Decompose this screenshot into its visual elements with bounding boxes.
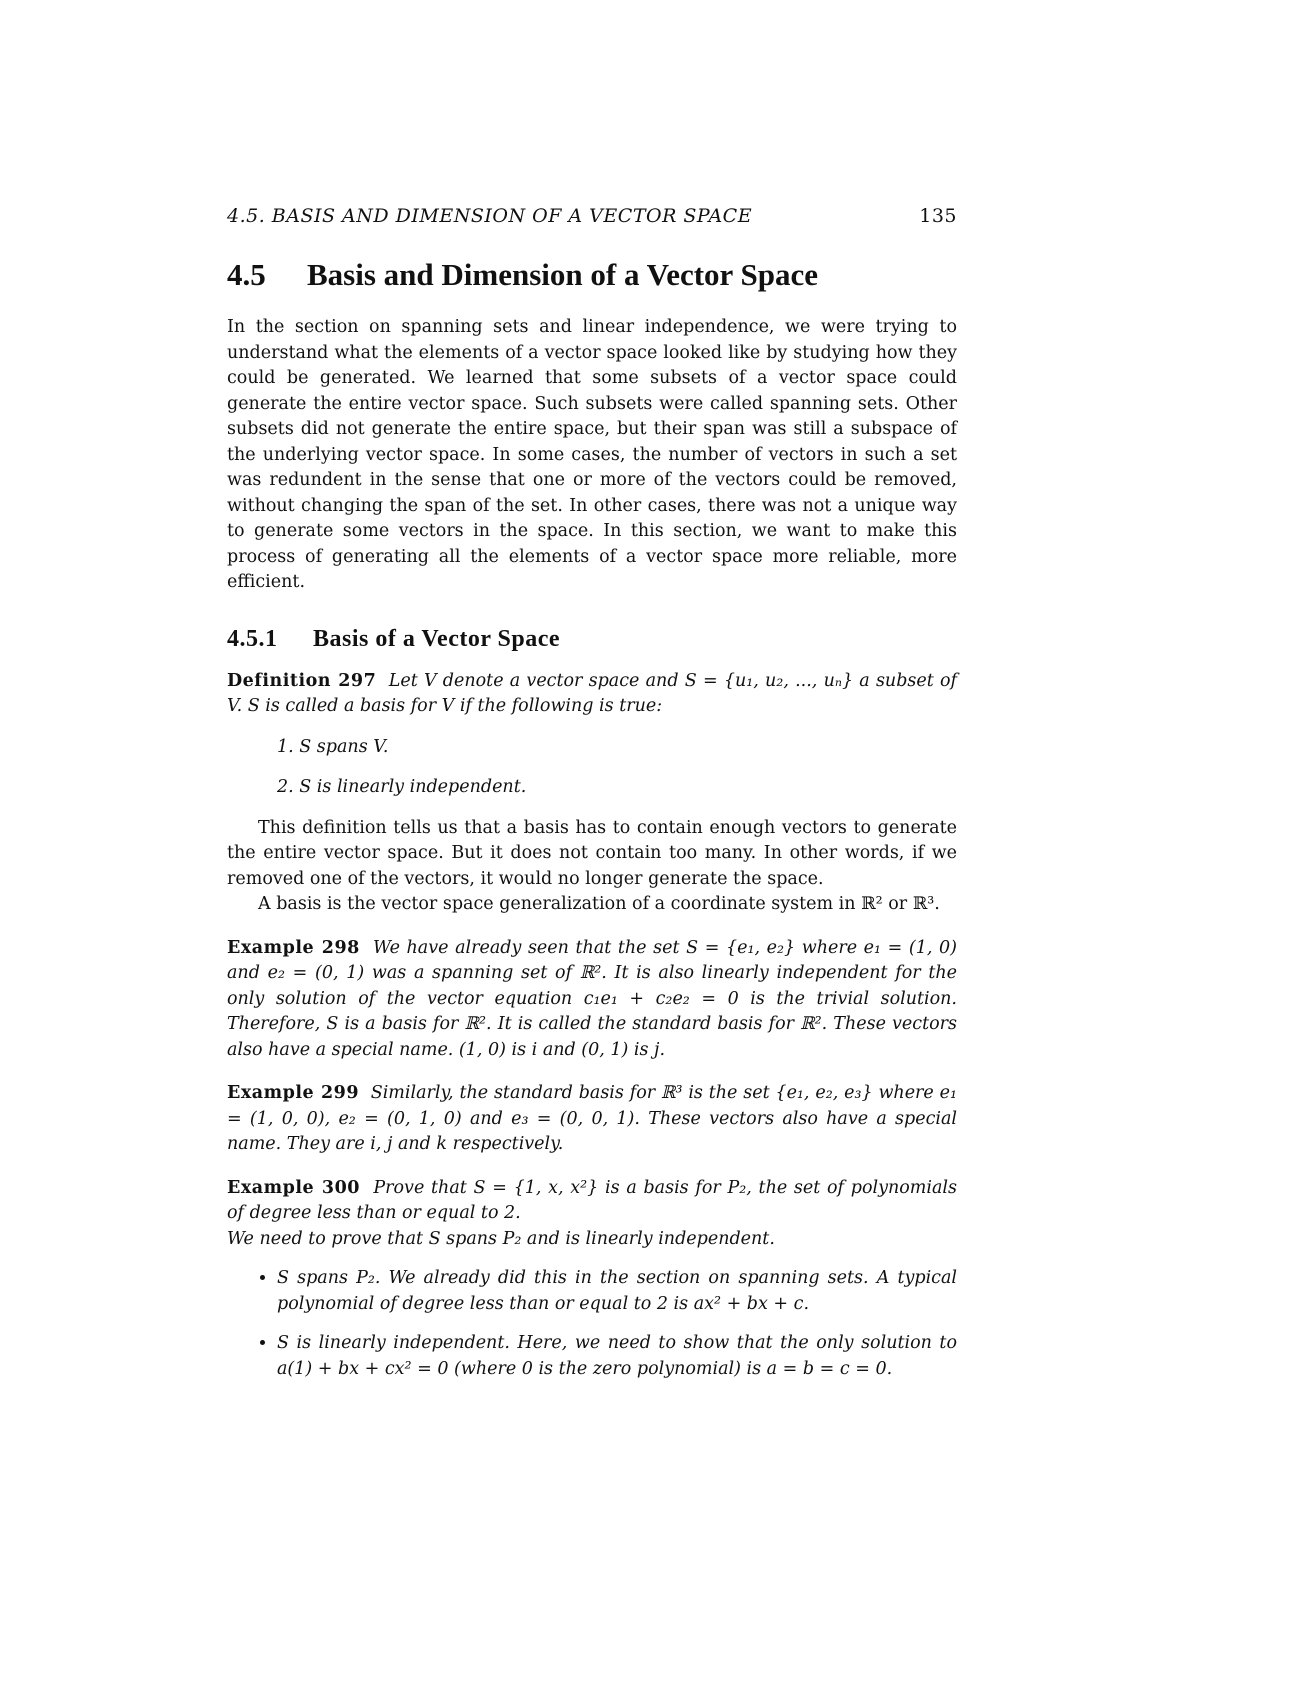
example-298-label: Example 298 — [227, 937, 360, 958]
definition-text: Let V denote a vector space and S = {u₁, u₂, ..., uₙ} a subset of V. S is called a basis for V if the following is true: — [227, 670, 957, 716]
example-298-text: We have already seen that the set S = {e₁, e₂} where e₁ = (1, 0) and e₂ = (0, 1) was a spanning set of ℝ². It is also linearly independent for the only solution of the vector equation c₁e₁ + c₂e₂ = 0 is the trivial solution. Therefore, S is a basis for ℝ². It is called the standard basis for ℝ². These vectors also have a special name. (1, 0) is i and (0, 1) is j. — [227, 937, 957, 1060]
example-300-text: Prove that S = {1, x, x²} is a basis for P₂, the set of polynomials of degree less than or equal to 2. — [227, 1177, 957, 1223]
example-299-label: Example 299 — [227, 1083, 360, 1103]
running-head-title: 4.5. BASIS AND DIMENSION OF A VECTOR SPACE — [227, 205, 753, 227]
bullet-spans: • S spans P₂. We already did this in the section on spanning sets. A typical polynomial of degree less than or equal to 2 is ax² + bx + c. — [277, 1266, 957, 1317]
example-300 — [227, 1176, 957, 1227]
example-300-label: Example 300 — [227, 1177, 360, 1198]
definition-list — [227, 735, 957, 801]
definition-label: Definition 297 — [227, 670, 377, 691]
definition-297 — [227, 669, 957, 720]
intro-paragraph: In the section on spanning sets and linear independence, we were trying to understand what the elements of a vector space looked like by studying how they could be generated. We learned that some subsets of a vector space could generate the entire vector space. Such subsets were called spanning sets. Other subsets did not generate the entire space, but their span was still a subspace of the underlying vector space. In some cases, the number of vectors in such a set was redundent in the sense that one or more of the vectors could be removed, without changing the span of the set. In other cases, there was not a unique way to generate some vectors in the space. In this section, we want to make this process of generating all the elements of a vector space more reliable, more efficient. — [227, 317, 957, 592]
example-300-line2: We need to prove that S spans P₂ and is linearly independent. — [227, 1228, 775, 1249]
definition-item-2: 2. S is linearly independent. — [277, 777, 527, 797]
example-298 — [227, 936, 957, 1064]
example-299-text: Similarly, the standard basis for ℝ³ is the set {e₁, e₂, e₃} where e₁ = (1, 0, 0), e₂ = (0, 1, 0) and e₃ = (0, 0, 1). These vectors also have a special name. They are i, j and k respectively. — [227, 1083, 957, 1154]
bullet-independent: • S is linearly independent. Here, we need to show that the only solution to a(1) + bx + cx² = 0 (where 0 is the zero polynomial) is a = b = c = 0. — [277, 1331, 957, 1382]
paragraph-definition-explanation: This definition tells us that a basis has to contain enough vectors to generate the entire vector space. But it does not contain too many. In other words, if we removed one of the vectors, it would no longer generate the space. — [227, 817, 957, 889]
page — [227, 205, 957, 1396]
definition-item-1: 1. S spans V. — [277, 736, 389, 757]
section-heading — [227, 257, 957, 293]
section-title: Basis and Dimension of a Vector Space — [307, 257, 818, 292]
subsection-heading — [227, 626, 957, 653]
page-number: 135 — [919, 205, 957, 227]
running-head — [227, 205, 957, 227]
subsection-number: 4.5.1 — [227, 625, 278, 652]
subsection-title: Basis of a Vector Space — [313, 625, 561, 652]
example-299 — [227, 1081, 957, 1158]
example-300-bullets — [227, 1266, 957, 1382]
section-number: 4.5 — [227, 257, 266, 292]
paragraph-coordinate-system: A basis is the vector space generalization of a coordinate system in ℝ² or ℝ³. — [258, 894, 940, 914]
